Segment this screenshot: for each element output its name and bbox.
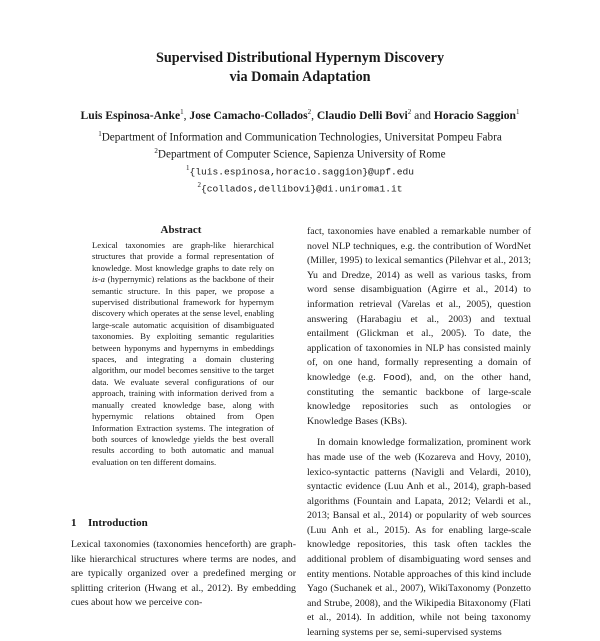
affiliation-line [0,145,600,162]
body-text: ), and, on the other hand, constituting the semantic backbone of large-scale knowledge repositories such as ontologies or Knowledge Bases (KBs). [307,371,531,427]
title-line-2: via Domain Adaptation [229,69,371,85]
affiliation-mark: 2 [154,146,158,155]
affiliations [0,128,600,196]
author-and: and [414,108,431,122]
section-title: Introduction [88,517,148,529]
body-paragraph: In domain knowledge formalization, prominent work has made use of the web (Kozareva and Hovy, 2010), lexico-syntactic patterns (Navigli and Velardi, 2010), syntactic evidence (Luu Anh et al., 2014), graph-based algorithms (Fountain and Lapata, 2012; Velardi et al., 2013; Bansal et al., 2014) or popularity of web sources (Luu Anh et al., 2015). As for enabling large-scale knowledge repositories, this task often tackles the additional problem of disambiguating word senses and entity mentions. Notable approaches of this kind include Yago (Suchanek et al., 2007), WikiTaxonomy (Ponzetto and Strube, 2008), and the Wikipedia Bitaxonomy (Flati et al., 2014). In addition, while not being taxonomy learning systems per se, semi-supervised systems [307,437,531,639]
author-affil-mark: 2 [407,108,412,116]
affiliation-line [0,128,600,145]
body-text: fact, taxonomies have enabled a remarkable number of novel NLP techniques, e.g. the contribution of WordNet (Miller, 1995) to lexical semantics (Pilehvar et al., 2013; Yu and Dredze, 2014) as well as various tasks, from word sense disambiguation (Agirre et al., 2014) to information retrieval (Varelas et al., 2005), question answering (Harabagiu et al., 2003) and textual entailment (Glickman et al., 2005). To date, the application of taxonomies in NLP has consisted mainly of, on one hand, formally representing a domain of knowledge (e.g. [307,226,531,383]
abstract-body [92,240,274,468]
affiliation-text: Department of Information and Communication Technologies, Universitat Pompeu Fabra [101,131,502,144]
abstract-emphasis: is-a [92,274,105,285]
intro-paragraph: Lexical taxonomies (taxonomies henceforth) are graph-like hierarchical structures where terms are nodes, and are typically organized over a predefined merging or splitting criterion (Hwang et al., 2012). By embedding cues about how we perceive con- [71,539,296,609]
author-separator: , [311,108,315,122]
section-heading [71,517,296,529]
abstract-text: (hypernymic) relations as the backbone of their semantic structure. In this paper, we propose a supervised distributional framework for hypernym discovery which operates at the sense level, enabling large-scale automatic acquisition of disambiguated taxonomies. By exploiting semantic regularities between hyponyms and hypernyms in embeddings spaces, and integrating a domain clustering algorithm, our model becomes sensitive to the target data. We evaluate several configurations of our approach, training with information derived from a manually created knowledge base, along with hypernymic relations obtained from Open Information Extraction systems. The integration of both sources of knowledge yields the best overall results according to both automatic and manual evaluation on ten different domains. [92,274,274,467]
email-text: {luis.espinosa,horacio.saggion}@upf.edu [189,166,415,178]
abstract-heading: Abstract [160,224,202,236]
title-line-1: Supervised Distributional Hypernym Discovery [155,50,445,66]
body-paragraph [307,225,531,429]
paper-title [0,49,600,87]
author-name: Luis Espinosa-Anke [80,108,181,122]
author-affil-mark: 1 [180,108,184,116]
author-list [0,105,600,123]
author-name: Horacio Saggion [433,108,516,122]
affiliation-mark: 1 [98,130,102,138]
section-number: 1 [71,517,77,529]
affiliation-text: Department of Computer Science, Sapienza University of Rome [157,148,446,161]
author-affil-mark: 2 [307,108,312,116]
author-affil-mark: 1 [515,108,520,116]
author-name: Jose Camacho-Collados [189,108,308,122]
right-column [307,225,531,639]
email-text: {collados,dellibovi}@di.uniroma1.it [200,183,403,195]
email-mark: 2 [197,180,201,189]
email-mark: 1 [185,163,190,172]
author-name: Claudio Delli Bovi [316,108,408,122]
code-term: Food [383,371,407,383]
email-line [0,179,600,196]
email-line [0,162,600,179]
author-separator: , [183,108,187,122]
abstract-text: Lexical taxonomies are graph-like hierarchical structures that provide a formal representation of knowledge. Most knowledge graphs to date rely on [92,240,274,273]
